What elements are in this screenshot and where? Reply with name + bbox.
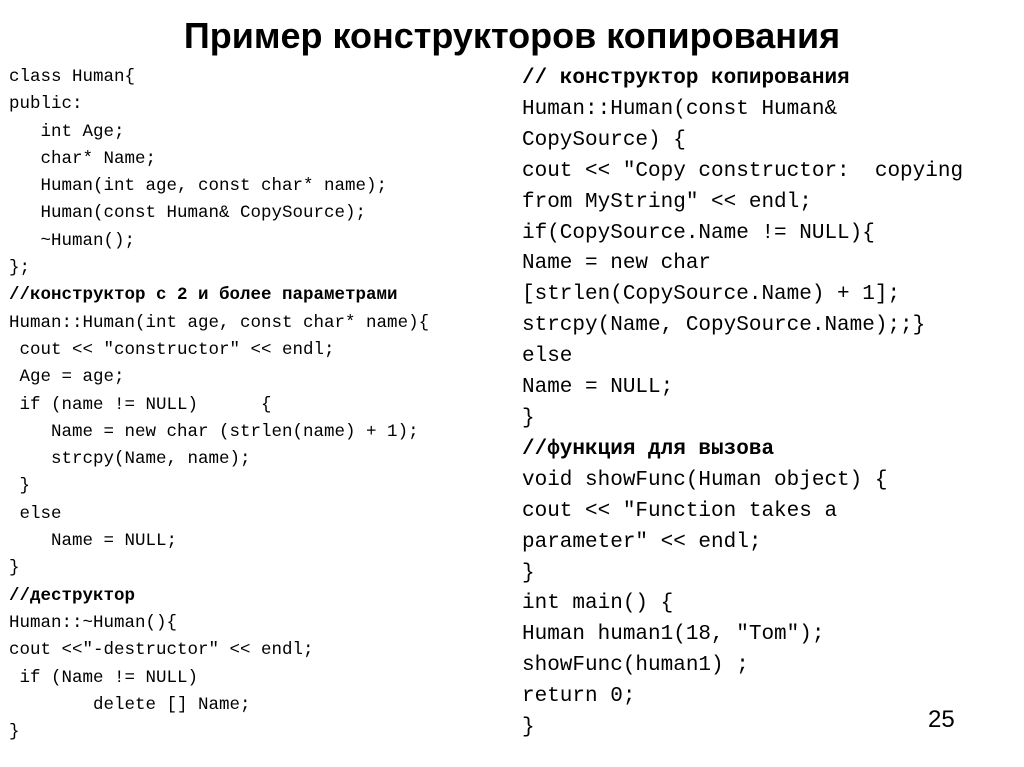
code-line: Name = new char — [522, 252, 712, 276]
code-line: Human human1(18, "Tom"); — [522, 623, 825, 647]
code-line: class Human{ — [9, 67, 136, 87]
code-line: parameter" << endl; — [522, 530, 762, 554]
code-line: Human(const Human& CopySource); — [9, 203, 367, 224]
code-line: Human(int age, const char* name); — [9, 176, 388, 197]
code-line: Human::Human(int age, const char* name){ — [9, 312, 430, 333]
code-line: delete [] Name; — [9, 694, 251, 715]
code-line: } — [522, 561, 535, 585]
code-line: if (name != NULL) { — [9, 394, 272, 415]
slide-title: Пример конструкторов копирования — [183, 15, 841, 56]
code-line: strcpy(Name, CopySource.Name);;} — [522, 314, 926, 338]
code-line: return 0; — [522, 685, 636, 709]
code-line: cout <<"-destructor" << endl; — [9, 640, 314, 661]
code-line: } — [9, 476, 31, 497]
code-line: Name = NULL; — [522, 376, 674, 400]
code-line: cout << "Copy constructor: copying — [522, 159, 964, 183]
code-line: } — [522, 716, 535, 740]
code-comment-line: //функция для вызова — [522, 437, 775, 461]
code-line: Human::Human(const Human& — [522, 97, 838, 121]
code-line: if (Name != NULL) — [9, 667, 199, 688]
code-line: public: — [9, 94, 83, 115]
code-line: } — [522, 406, 535, 430]
code-line: char* Name; — [9, 148, 157, 169]
code-line: int Age; — [9, 121, 125, 142]
code-comment-line: // конструктор копирования — [522, 67, 850, 90]
code-line: from MyString" << endl; — [522, 190, 812, 214]
page-number: 25 — [928, 706, 955, 733]
code-line: cout << "Function takes a — [522, 499, 838, 523]
code-line: int main() { — [522, 592, 674, 616]
code-comment-line: //конструктор с 2 и более параметрами — [9, 285, 398, 306]
code-line: cout << "constructor" << endl; — [9, 339, 335, 360]
code-line: Age = age; — [9, 367, 125, 388]
code-line: void showFunc(Human object) { — [522, 468, 888, 492]
code-line: showFunc(human1) ; — [522, 654, 749, 678]
code-line: strcpy(Name, name); — [9, 449, 251, 470]
code-line: Human::~Human(){ — [9, 612, 178, 633]
code-line: else — [522, 345, 573, 369]
code-line: } — [9, 722, 20, 743]
right-code-block — [522, 64, 963, 744]
code-line: CopySource) { — [522, 128, 686, 152]
code-line: [strlen(CopySource.Name) + 1]; — [522, 283, 901, 307]
code-line: if(CopySource.Name != NULL){ — [522, 221, 875, 245]
left-code-block — [9, 64, 429, 746]
code-comment-line: //деструктор — [9, 585, 136, 606]
code-line: Name = new char (strlen(name) + 1); — [9, 421, 419, 442]
code-line: else — [9, 503, 62, 524]
code-line: } — [9, 558, 20, 579]
code-line: ~Human(); — [9, 230, 136, 251]
code-line: Name = NULL; — [9, 531, 178, 552]
code-line: }; — [9, 258, 31, 279]
